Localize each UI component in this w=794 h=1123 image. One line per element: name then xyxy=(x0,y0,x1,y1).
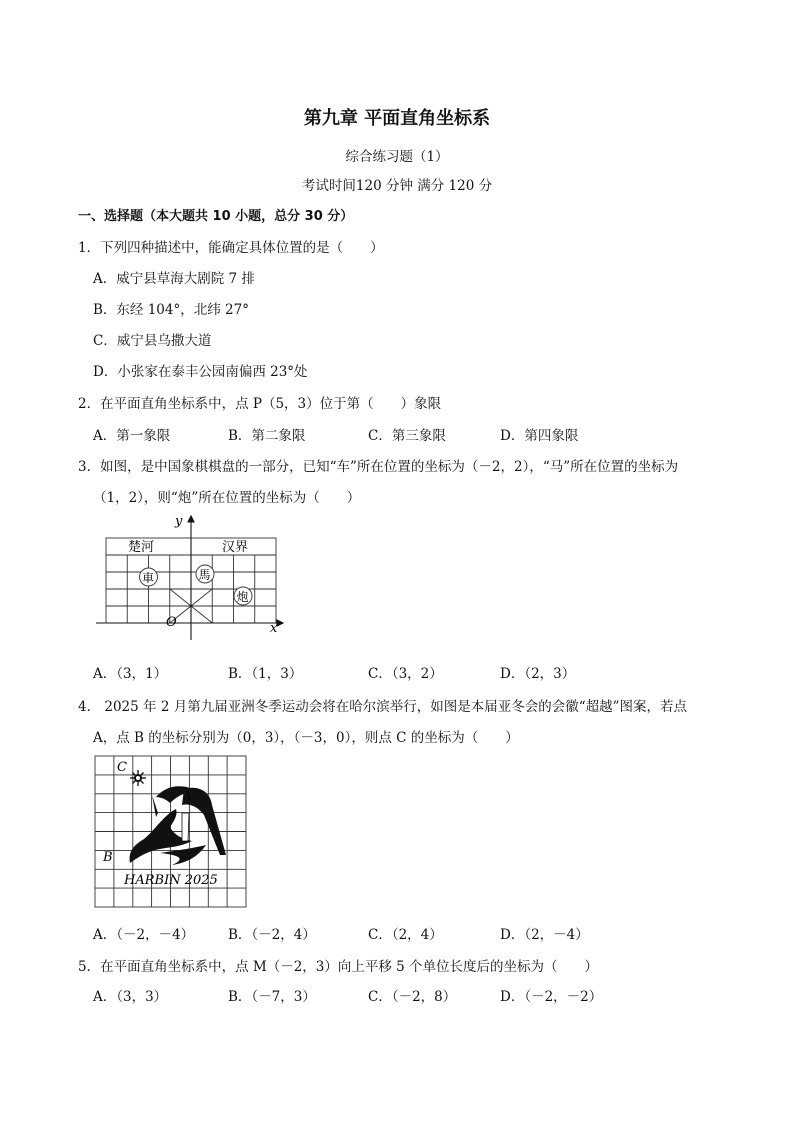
piece-horse xyxy=(196,565,214,583)
question-3-option-b: B．（1，3） xyxy=(228,666,303,682)
question-4-option-d: D．（2，－4） xyxy=(500,927,589,943)
question-1-option-d: D．小张家在泰丰公园南偏西 23°处 xyxy=(93,364,308,380)
label-c: C xyxy=(117,760,127,775)
question-5-stem: 5．在平面直角坐标系中，点 M（－2，3）向上平移 5 个单位长度后的坐标为（ ） xyxy=(78,959,599,975)
page-subtitle: 综合练习题（1） xyxy=(345,149,449,165)
question-2-option-b: B．第二象限 xyxy=(228,428,306,444)
label-b: B xyxy=(103,850,113,865)
question-3-stem-line2: （1，2），则“炮”所在位置的坐标为（ ） xyxy=(93,490,361,506)
question-2-stem: 2．在平面直角坐标系中，点 P（5，3）位于第（ ）象限 xyxy=(78,396,442,412)
piece-cannon xyxy=(234,587,252,605)
origin-label: O xyxy=(166,615,177,630)
emblem-figure xyxy=(130,786,226,865)
svg-text:車: 車 xyxy=(142,571,155,585)
question-4-option-b: B．（－2，4） xyxy=(228,927,316,943)
river-label-left: 楚河 xyxy=(128,540,155,555)
question-5-option-a: A．（3，3） xyxy=(93,989,168,1005)
y-axis-label: y xyxy=(175,514,183,529)
question-3-stem-line1: 3．如图，是中国象棋棋盘的一部分，已知“车”所在位置的坐标为（－2，2），“马”所在位置的坐标为 xyxy=(78,459,679,475)
question-2-option-c: C．第三象限 xyxy=(368,428,446,444)
question-4-stem-line1: 4． 2025 年 2 月第九届亚洲冬季运动会将在哈尔滨举行，如图是本届亚冬会的会徽“超越”图案，若点 xyxy=(78,699,688,715)
question-1-stem: 1．下列四种描述中，能确定具体位置的是（ ） xyxy=(78,240,384,256)
question-2-option-d: D．第四象限 xyxy=(500,428,579,444)
question-5-option-b: B．（－7，3） xyxy=(228,989,316,1005)
page-title: 第九章 平面直角坐标系 xyxy=(303,108,491,129)
section-heading: 一、选择题（本大题共 10 小题，总分 30 分） xyxy=(78,209,354,224)
piece-chariot xyxy=(140,568,158,586)
question-3-option-a: A．（3，1） xyxy=(93,666,168,682)
emblem-grid-figure xyxy=(94,755,250,911)
svg-text:炮: 炮 xyxy=(236,590,249,604)
question-1-option-a: A．威宁县草海大剧院 7 排 xyxy=(93,271,255,287)
exam-info: 考试时间120 分钟 满分 120 分 xyxy=(301,178,493,194)
question-5-option-d: D．（－2，－2） xyxy=(500,989,603,1005)
question-4-option-c: C．（2，4） xyxy=(368,927,443,943)
question-3-option-d: D．（2，3） xyxy=(500,666,576,682)
river-label-right: 汉界 xyxy=(222,540,249,555)
svg-text:馬: 馬 xyxy=(198,568,211,582)
question-5-option-c: C．（－2，8） xyxy=(368,989,457,1005)
question-4-stem-line2: A，点 B 的坐标分别为（0，3），（－3，0），则点 C 的坐标为（ ） xyxy=(93,730,519,746)
question-2-option-a: A．第一象限 xyxy=(93,428,171,444)
label-a: A xyxy=(184,792,192,803)
question-1-option-c: C．威宁县乌撒大道 xyxy=(93,333,212,349)
x-axis-label: x xyxy=(270,621,278,636)
question-3-option-c: C．（3，2） xyxy=(368,666,443,682)
emblem-caption: HARBIN 2025 xyxy=(124,873,218,888)
question-4-option-a: A．（－2，－4） xyxy=(93,927,195,943)
chessboard-figure xyxy=(92,512,287,644)
question-1-option-b: B．东经 104°，北纬 27° xyxy=(93,302,249,318)
